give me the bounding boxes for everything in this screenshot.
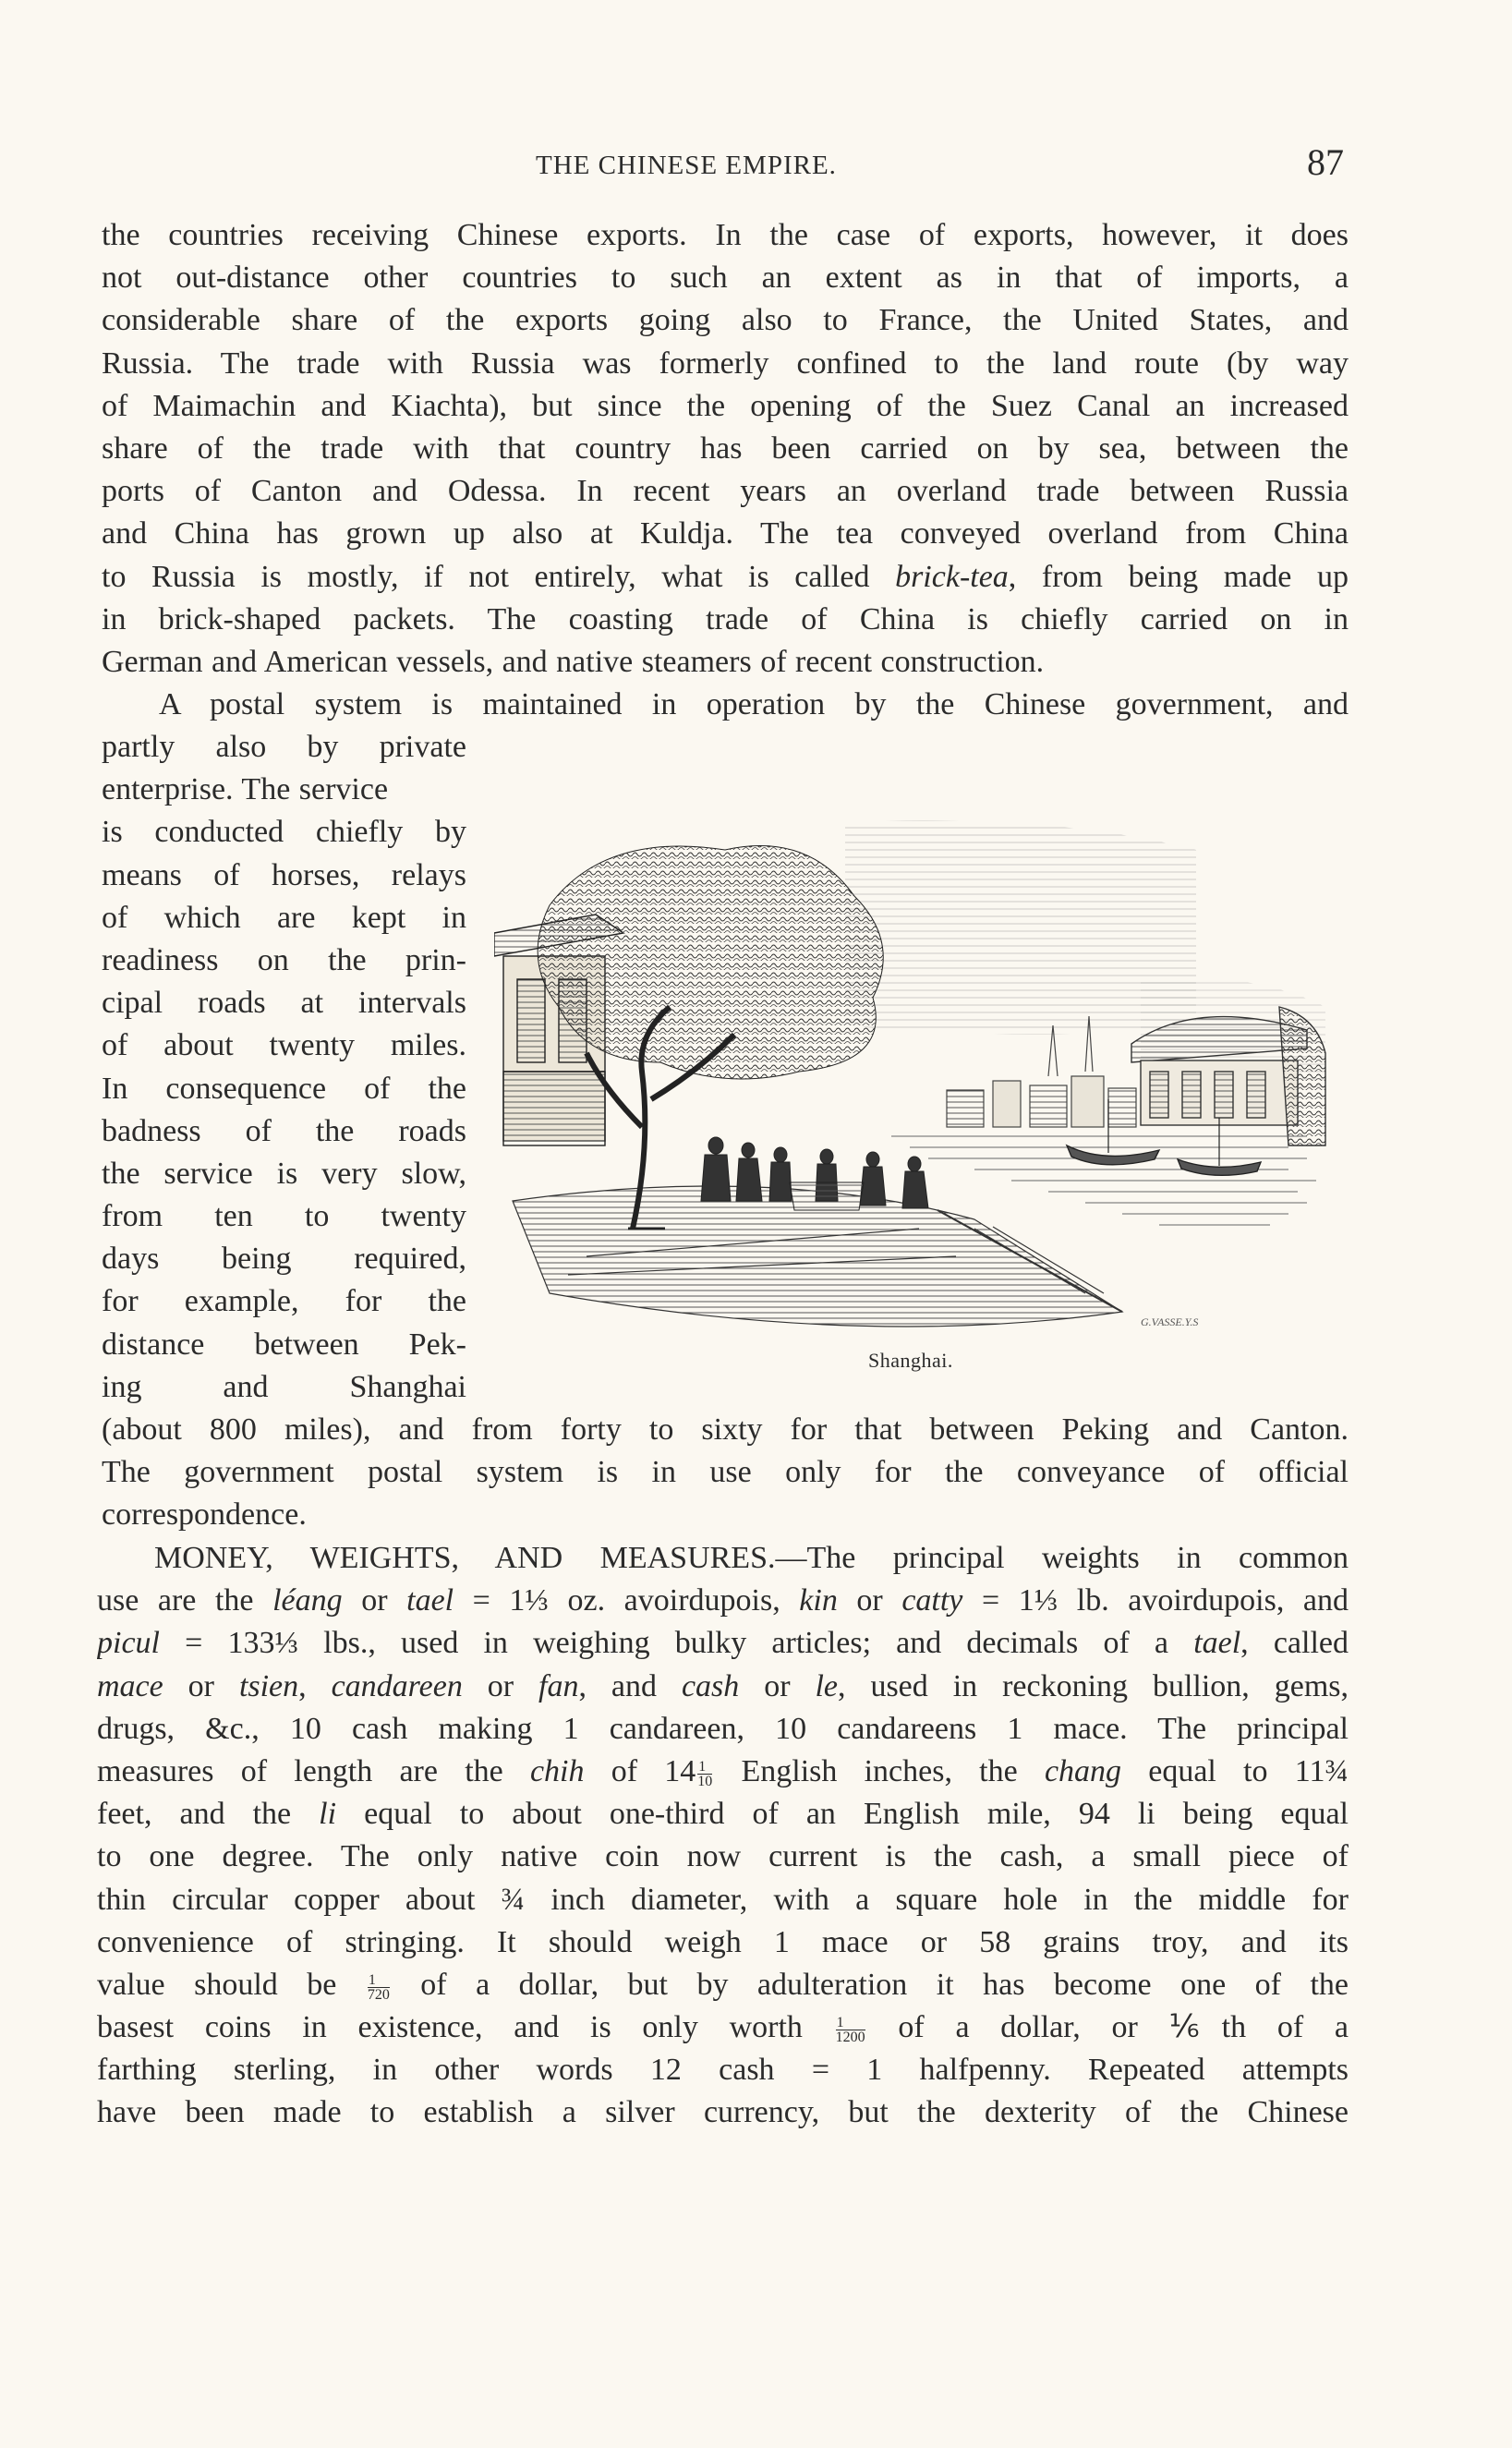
text-line — [97, 1622, 1349, 1665]
text-fragment: or — [462, 1668, 539, 1703]
text-line — [97, 1580, 1349, 1622]
text-fragment: of a dollar, or ⅙th of a — [866, 2010, 1349, 2045]
text-fragment: , and — [578, 1668, 682, 1703]
text-line: of about twenty miles. — [102, 1028, 466, 1063]
term: kin — [799, 1583, 838, 1618]
text-line: distance between Pek- — [102, 1327, 466, 1362]
text-fragment: use are the — [97, 1583, 273, 1618]
text-line: the countries receiving Chinese exports. In the case of exports, however, it does — [102, 218, 1349, 252]
text-line — [97, 1793, 1349, 1836]
text-line: thin circular copper about ¾ inch diameter, with a square hole in the middle for — [97, 1882, 1349, 1917]
text-fragment: —The principal weights in common — [775, 1541, 1349, 1575]
text-line: badness of the roads — [102, 1113, 466, 1148]
text-line: drugs, &c., 10 cash making 1 candareen, 10 candareens 1 mace. The principal — [97, 1711, 1349, 1746]
paragraph-money — [97, 1537, 1349, 2135]
text-fragment: measures of length are the — [97, 1753, 530, 1788]
term: chih — [529, 1753, 585, 1788]
text-line: The government postal system is in use only for the conveyance of official — [102, 1455, 1349, 1490]
fraction-denominator: 10 — [697, 1773, 713, 1789]
text-line: of which are kept in — [102, 900, 466, 935]
text-fragment: equal to 11¾ — [1121, 1753, 1349, 1788]
shanghai-engraving — [494, 794, 1335, 1386]
text-fragment: or — [837, 1583, 902, 1618]
term: mace — [97, 1668, 163, 1703]
text-line — [97, 1751, 1349, 1793]
text-line — [97, 1964, 1349, 2006]
text-line: Russia. The trade with Russia was formerly confined to the land route (by way — [102, 345, 1349, 381]
text-line — [97, 2006, 1349, 2049]
text-fragment: , from being made up — [1008, 559, 1349, 594]
pavilion-right — [1131, 1007, 1325, 1145]
text-line: readiness on the prin- — [102, 942, 466, 977]
text-fragment: equal to about one-third of an English mile, 94 li being equal — [336, 1797, 1349, 1832]
figure-caption: Shanghai. — [868, 1349, 953, 1372]
text-fragment: , — [298, 1668, 332, 1703]
text-fragment: to Russia is mostly, if not entirely, what is called — [102, 559, 896, 594]
text-line: and China has grown up also at Kuldja. The tea conveyed overland from China — [102, 516, 1349, 551]
term: tael — [1193, 1626, 1241, 1661]
running-head: THE CHINESE EMPIRE. — [536, 151, 837, 180]
text-line: correspondence. — [102, 1497, 307, 1533]
text-line: In consequence of the — [102, 1071, 466, 1106]
term: picul — [97, 1626, 160, 1661]
term: le — [815, 1668, 839, 1703]
text-line: share of the trade with that country has been carried on by sea, between the — [102, 430, 1349, 466]
text-fragment: English inches, the — [714, 1753, 1045, 1788]
text-line: German and American vessels, and native steamers of recent construction. — [102, 644, 1045, 679]
term: li — [319, 1797, 337, 1832]
text-line: of Maimachin and Kiachta), but since the opening of the Suez Canal an increased — [102, 388, 1349, 423]
water — [891, 1136, 1316, 1225]
term: candareen — [331, 1668, 463, 1703]
text-line: means of horses, relays — [102, 857, 466, 892]
engraver-mark: G.VASSE.Y.S — [1141, 1315, 1199, 1328]
text-line: partly also by private — [102, 730, 466, 764]
paragraph-postal-narrow — [102, 726, 466, 1409]
fraction — [368, 1973, 390, 2002]
fraction — [836, 2016, 865, 2044]
text-line: not out-distance other countries to such an extent as in that of imports, a — [102, 261, 1349, 296]
text-line: considerable share of the exports going also to France, the United States, and — [102, 303, 1349, 338]
term: cash — [681, 1668, 740, 1703]
term: chang — [1044, 1753, 1122, 1788]
text-line: have been made to establish a silver currency, but the dexterity of the Chinese — [97, 2095, 1349, 2130]
text-line: days being required, — [102, 1242, 466, 1277]
text-fragment: or — [739, 1668, 816, 1703]
text-fragment: or — [342, 1583, 407, 1618]
section-heading: MONEY, WEIGHTS, AND MEASURES. — [154, 1541, 776, 1575]
text-line: from ten to twenty — [102, 1199, 466, 1234]
brick-tea-term: brick-tea — [895, 559, 1009, 594]
text-line: to one degree. The only native coin now current is the cash, a small piece of — [97, 1839, 1349, 1874]
paragraph-trade — [102, 214, 1349, 726]
fraction-numerator: 1 — [697, 1760, 712, 1775]
page-number: 87 — [1307, 141, 1344, 183]
text-fragment: = 133⅓ lbs., used in weighing bulky articles; and decimals of a — [159, 1626, 1194, 1661]
text-fragment: feet, and the — [97, 1797, 320, 1832]
text-fragment: = 1⅓ oz. avoirdupois, — [454, 1583, 800, 1618]
text-line: farthing sterling, in other words 12 cash = 1 halfpenny. Repeated attempts — [97, 2053, 1349, 2088]
text-fragment: value should be — [97, 1967, 366, 2002]
paragraph-postal-end — [102, 1409, 1349, 1537]
text-fragment: basest coins in existence, and is only worth — [97, 2010, 834, 2045]
text-fragment: or — [163, 1668, 239, 1703]
text-line — [102, 556, 1349, 599]
text-line: is conducted chiefly by — [102, 815, 466, 850]
fraction — [697, 1760, 712, 1788]
text-line: ing and Shanghai — [102, 1369, 466, 1404]
text-line: convenience of stringing. It should weigh 1 mace or 58 grains troy, and its — [97, 1924, 1349, 1959]
text-line: the service is very slow, — [102, 1156, 466, 1191]
text-line — [97, 1537, 1349, 1580]
text-line: in brick-shaped packets. The coasting trade of China is chiefly carried on in — [102, 601, 1349, 636]
fraction-denominator: 1200 — [835, 2029, 865, 2045]
text-fragment: of a dollar, but by adulteration it has become one of the — [391, 1967, 1349, 2002]
text-line: for example, for the — [102, 1284, 466, 1319]
text-fragment: , called — [1240, 1626, 1349, 1661]
text-line: enterprise. The service — [102, 772, 389, 807]
text-fragment: , used in reckoning bullion, gems, — [838, 1668, 1349, 1703]
text-line: A postal system is maintained in operation by the Chinese government, and — [159, 687, 1349, 722]
fraction-denominator: 720 — [367, 1986, 390, 2003]
text-line: cipal roads at intervals — [102, 986, 466, 1021]
text-line: ports of Canton and Odessa. In recent years an overland trade between Russia — [102, 474, 1349, 509]
term: catty — [901, 1583, 963, 1618]
term: léang — [272, 1583, 343, 1618]
fraction-numerator: 1 — [836, 2016, 865, 2030]
text-fragment: of 14 — [584, 1753, 696, 1788]
term: tael — [406, 1583, 454, 1618]
term: tsien — [238, 1668, 299, 1703]
text-fragment: = 1⅓ lb. avoirdupois, and — [962, 1583, 1349, 1618]
fraction-numerator: 1 — [368, 1973, 390, 1988]
text-line — [97, 1666, 1349, 1708]
term: fan — [538, 1668, 579, 1703]
text-line: (about 800 miles), and from forty to sixty for that between Peking and Canton. — [102, 1412, 1349, 1447]
